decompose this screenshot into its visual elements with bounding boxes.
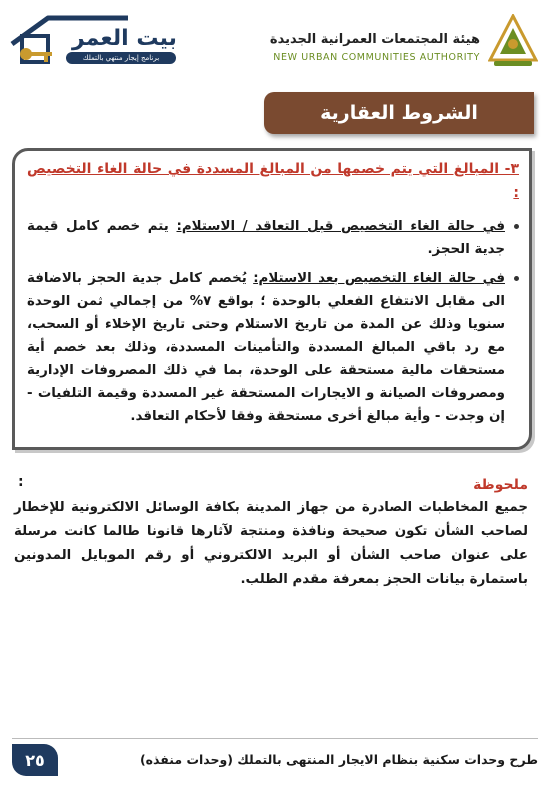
page-header: [0, 0, 550, 80]
page-number: ٢٥: [12, 744, 58, 776]
note-block: [14, 474, 528, 592]
bullet-icon: [514, 224, 519, 229]
list-item: [27, 215, 519, 261]
bullet-lead: في حالة الغاء التخصيص بعد الاستلام:: [253, 271, 505, 286]
authority-name-ar: هيئة المجتمعات العمرانية الجديدة: [269, 32, 480, 47]
terms-content: [27, 157, 519, 441]
note-title: ملحوظة: [473, 477, 528, 493]
banner-title: الشروط العقارية: [320, 102, 478, 124]
note-body: جميع المخاطبات الصادرة من جهاز المدينة بكافة الوسائل الالكترونية للإخطار لصاحب الشأن تكون صحيحة ونافذة ومنتجة لآثارها قانونا طالما كانت مرسلة على عنوان صاحب الشأن أو البريد الالكتروني أو رقم الموبايل المدونين باستمارة بيانات الحجز بمعرفة مقدم الطلب.: [14, 500, 528, 587]
brand-subtitle: برنامج إيجار منتهي بالتملك: [66, 52, 176, 64]
section-banner: [264, 92, 534, 134]
bullet-text: يتم خصم كامل قيمة جدية الحجز.: [27, 219, 505, 257]
footer-divider: [12, 738, 538, 739]
nuca-logo-icon: [488, 14, 538, 68]
bullet-text: يُخصم كامل جدية الحجز بالاضافة الى مقابل الانتفاع الفعلي بالوحدة ؛ بواقع ٧% من إجمالي ثمن الوحدة سنويا وذلك عن المدة من تاريخ الاستلام وحتى تاريخ الإخلاء أو السحب، مع رد باقي المبالغ المسددة والتأمينات المسددة، وذلك بعد خصم أية مستحقات مالية مستحقة على الوحدة، بما في ذلك المصروفات الإدارية ومصروفات الصيانة و الايجارات المستحقة غير المسددة وقيمة التلفيات - إن وجدت - وأية مبالغ أخرى مستحقة وفقا لأحكام التعاقد.: [27, 271, 506, 424]
note-colon: :: [18, 474, 24, 490]
list-item: [27, 267, 519, 428]
terms-box: [12, 148, 532, 450]
bullet-lead: في حالة الغاء التخصيص قبل التعاقد / الاستلام:: [176, 219, 505, 234]
bullet-icon: [514, 276, 519, 281]
section-title: ٣- المبالغ التي يتم خصمها من المبالغ المسددة في حالة الغاء التخصيص :: [27, 161, 519, 201]
footer-text: طرح وحدات سكنية بنظام الايجار المنتهى بالتملك (وحدات منفذه): [139, 752, 538, 767]
brand-title: بيت العمر: [72, 26, 177, 51]
authority-name-en: NEW URBAN COMMUNITIES AUTHORITY: [273, 52, 480, 63]
